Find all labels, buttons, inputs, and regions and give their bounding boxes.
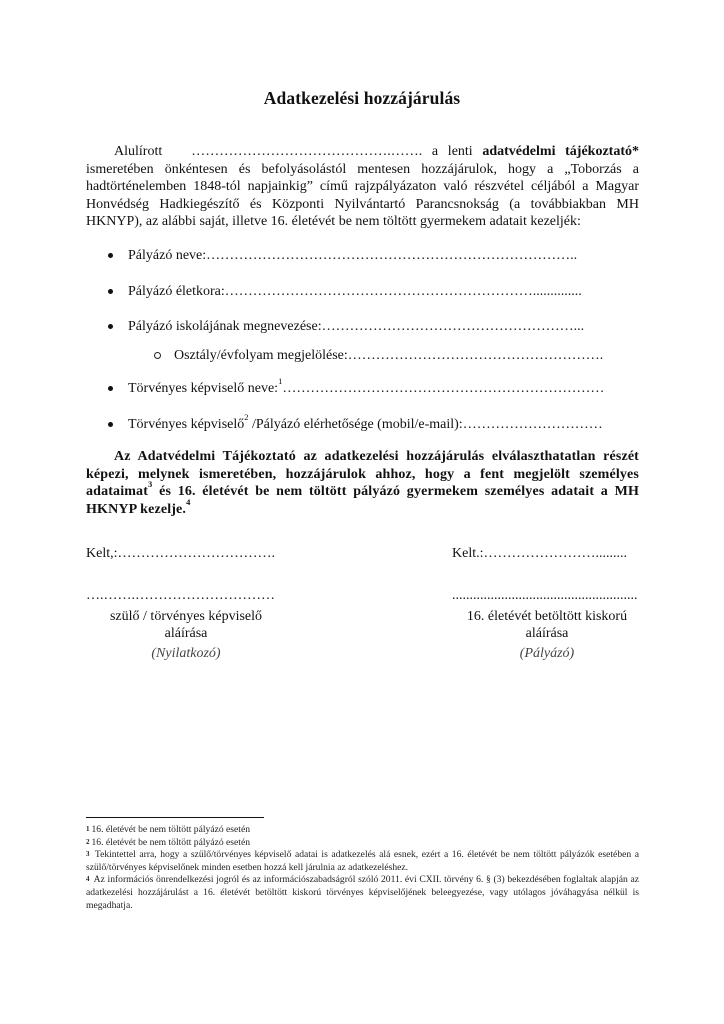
- field-label: Pályázó iskolájának megnevezése:: [128, 319, 322, 334]
- field-label: Pályázó életkora:: [128, 284, 225, 299]
- footnote-4: [86, 874, 639, 912]
- footnote-ref[interactable]: 3: [148, 479, 153, 490]
- intro-lead: Alulírott: [114, 144, 163, 159]
- signature-role: aláírása: [164, 626, 208, 641]
- bullet-icon: [108, 289, 113, 294]
- bullet-icon: [108, 324, 113, 329]
- date-place-field[interactable]: Kelt.:…………………….........: [452, 546, 627, 561]
- footnote-number: 2: [86, 837, 90, 846]
- intro-paragraph: [86, 143, 639, 231]
- footnote-text: Az információs önrendelkezési jogról és az információszabadságról szóló 2011. évi CXII. törvény 6. § (3) bekezdésében foglaltak alapján az adatkezelési hozzájárulást a 16. életévét betöltött kiskorú törvényes képviselőjének beleegyezése, vagy utólagos jóváhagyása nélkül is megadhatja.: [86, 874, 639, 911]
- signatory-label: (Pályázó): [519, 646, 575, 661]
- footnote-ref[interactable]: 1: [278, 376, 283, 386]
- footnote-text: Tekintettel arra, hogy a szülő/törvényes képviselő adatai is adatkezelés alá esnek, ezért a 16. életévét be nem töltött pályázók esetében a szülő/törvényes képviselőnek minden esetben hozzá kell járulnia az adatkezeléshez.: [86, 849, 639, 873]
- intro-text-rest: ismeretében önkéntesen és befolyásolástól mentesen hozzájárulok, hogy a „Toborzás a hadtörténelemben 1848-tól napjainkig” című rajzpályázaton való részvétel céljából a Magyar Honvédség Hadkiegészítő és Központi Nyilvántartó Parancsnokság (a továbbiakban MH HKNYP), az alábbi saját, illetve 16. életévét be nem töltött gyermekem adatait kezeljék:: [86, 161, 639, 230]
- date-place-field[interactable]: Kelt,:…………………………….: [86, 546, 275, 561]
- field-blank[interactable]: ……………………………………………………………: [282, 381, 605, 396]
- footnote-ref[interactable]: 2: [244, 412, 249, 422]
- footnotes: [86, 824, 639, 912]
- signature-block-applicant: [452, 545, 642, 661]
- field-label: Osztály/évfolyam megjelölése:: [174, 348, 348, 363]
- consent-statement: [86, 448, 639, 518]
- field-blank[interactable]: ……………………………………………………………………..: [206, 248, 578, 263]
- intro-text: a lenti: [422, 144, 483, 159]
- privacy-notice-term: adatvédelmi tájékoztató*: [482, 144, 639, 159]
- name-blank[interactable]: …………………………………….…….: [191, 144, 423, 159]
- field-blank[interactable]: ………………………………………………...: [321, 319, 585, 334]
- page-title: Adatkezelési hozzájárulás: [263, 88, 461, 108]
- field-blank[interactable]: ……………………………………………….: [347, 348, 604, 363]
- bullet-icon: [108, 253, 113, 258]
- signature-role: aláírása: [525, 626, 569, 641]
- footnote-number: 3: [86, 850, 90, 859]
- footnote-text: 16. életévét be nem töltött pályázó esetén: [91, 836, 251, 848]
- sub-bullet-icon: [154, 352, 161, 359]
- footnote-text: 16. életévét be nem töltött pályázó esetén: [91, 824, 251, 835]
- footnote-3: [86, 849, 639, 874]
- footnote-1: [86, 824, 639, 837]
- signatory-label: (Nyilatkozó): [151, 646, 221, 661]
- footnote-2: [86, 837, 639, 850]
- signature-line[interactable]: .....................................................: [452, 588, 638, 603]
- field-label: Törvényes képviselő neve:: [128, 381, 279, 396]
- field-blank[interactable]: …………………………………………………………..............: [224, 284, 582, 299]
- signature-caption: 16. életévét betöltött kiskorú: [466, 609, 628, 624]
- bullet-icon: [108, 422, 113, 427]
- statement-text: Az Adatvédelmi Tájékoztató az adatkezelési hozzájárulás elválaszthatatlan részét képezi, melynek ismeretében, hozzájárulok ahhoz, hogy a fent megjelölt személyes adataimat: [86, 449, 639, 500]
- footnote-number: 1: [86, 825, 90, 833]
- footnote-ref[interactable]: 4: [186, 496, 191, 507]
- signature-caption: szülő / törvényes képviselő: [109, 609, 263, 624]
- footnote-separator: [86, 817, 264, 818]
- field-label-rest: /Pályázó elérhetősége (mobil/e-mail):: [248, 417, 463, 432]
- signature-line[interactable]: ….…….…………………………: [86, 588, 275, 603]
- field-blank[interactable]: …………………………: [462, 417, 603, 432]
- bullet-icon: [108, 386, 113, 391]
- footnote-number: 4: [86, 875, 90, 884]
- field-label: Törvényes képviselő: [128, 417, 245, 432]
- signature-block-guardian: [86, 545, 286, 661]
- field-label: Pályázó neve:: [128, 248, 207, 263]
- statement-text-rest: és 16. életévét be nem töltött pályázó gyermekem személyes adatait a MH HKNYP kezelje.: [86, 484, 639, 517]
